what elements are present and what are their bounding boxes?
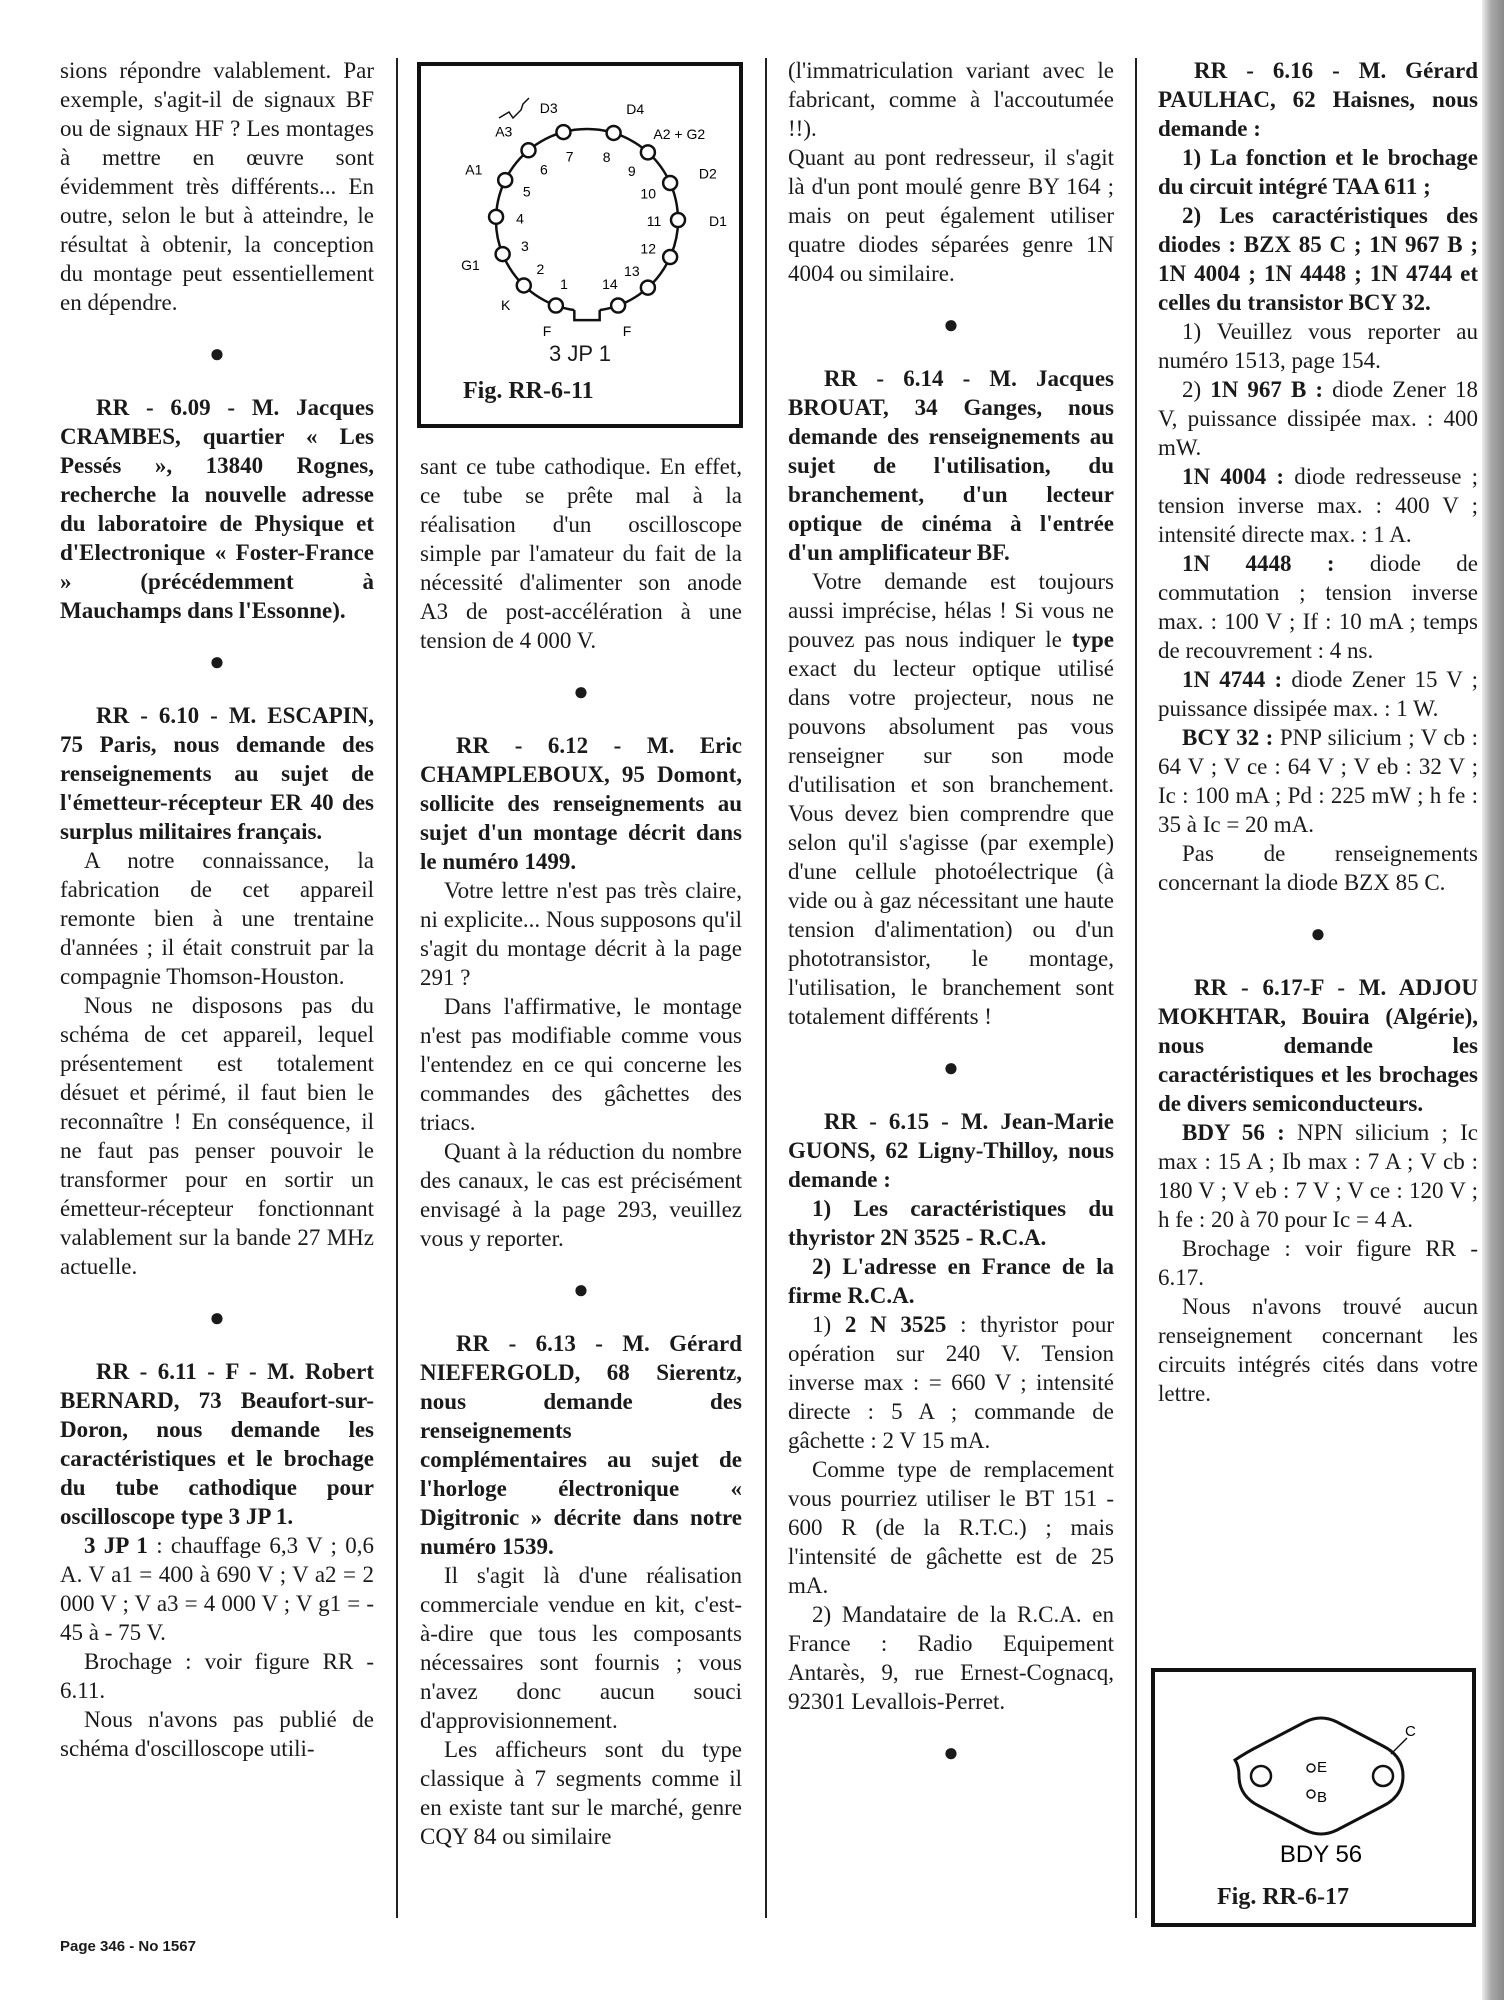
- separator-bullet: ●: [209, 1303, 225, 1332]
- paragraph: Quant à la réduction du nombre des canaux, le cas est précisément envisagé à la page 293, veuillez vous y reporter.: [420, 1139, 742, 1251]
- paragraph: [788, 567, 1114, 1031]
- pin-number: 12: [640, 240, 656, 257]
- pin-number: 4: [516, 210, 524, 227]
- paragraph: Dans l'affirmative, le montage n'est pas modifiable comme vous l'entendez en ce qui concerne les commandes des gâchettes des triacs.: [420, 994, 742, 1135]
- pin-e-label: E: [1317, 1759, 1328, 1776]
- pin-name: D2: [698, 165, 717, 182]
- separator-bullet: ●: [209, 339, 225, 368]
- query-heading: RR - 6.15 - M. Jean-Marie GUONS, 62 Ligny-Thilloy, nous demande :: [788, 1109, 1114, 1192]
- pin-b-label: B: [1317, 1789, 1328, 1806]
- bold-term: 1N 967 B :: [1210, 377, 1324, 402]
- bold-term: BDY 56 :: [1182, 1120, 1285, 1145]
- text-run: diode de commutation ; tension inverse max. : 100 V ; If : 10 mA ; temps de recouvrement : 4 ns.: [1158, 551, 1478, 663]
- bold-term: 2 N 3525: [844, 1312, 947, 1337]
- pin-name: F: [622, 322, 632, 339]
- collector-arrow: [1391, 1738, 1407, 1754]
- pin-number: 5: [522, 183, 531, 200]
- figure-title: BDY 56: [1279, 1841, 1363, 1868]
- key-notch: [574, 310, 599, 320]
- figure-title: 3 JP 1: [549, 341, 611, 366]
- query-item: 2) L'adresse en France de la firme R.C.A.: [788, 1254, 1114, 1308]
- query-item: 1) La fonction et le brochage du circuit intégré TAA 611 ;: [1158, 145, 1478, 199]
- paragraph: [1158, 462, 1478, 549]
- pin-number: 14: [602, 275, 618, 292]
- pin-name: G1: [461, 256, 480, 273]
- query-heading: RR - 6.14 - M. Jacques BROUAT, 34 Ganges, nous demande des renseignements au sujet de l'utilisation, du branchement, d'un lecteur optique de cinéma à l'entrée d'un amplificateur BF.: [788, 366, 1114, 565]
- figure-rr-6-11: [417, 62, 743, 428]
- bold-term: 3 JP 1: [84, 1533, 148, 1558]
- query-heading: RR - 6.13 - M. Gérard NIEFERGOLD, 68 Sierentz, nous demande des renseignements complémentaires au sujet de l'horloge électronique « Digitronic » décrite dans notre numéro 1539.: [420, 1331, 742, 1559]
- text-run: diode Zener 18 V, puissance dissipée max. : 400 mW.: [1158, 377, 1478, 460]
- separator-bullet: ●: [943, 1053, 959, 1082]
- pin-number: 2: [536, 261, 545, 278]
- paragraph: [788, 1310, 1114, 1455]
- pin-6: [522, 143, 536, 157]
- pin-1: [549, 299, 563, 313]
- bold-term: type: [1071, 627, 1114, 652]
- pin-8: [607, 126, 621, 140]
- paragraph: Les afficheurs sont du type classique à 7 segments comme il en existe tant sur le marché, genre CQY 84 ou similaire: [420, 1737, 742, 1849]
- column-rule: [396, 58, 398, 1918]
- bold-term: 1N 4744 :: [1182, 667, 1283, 692]
- query-item: 2) Les caractéristiques des diodes : BZX 85 C ; 1N 967 B ; 1N 4004 ; 1N 4448 ; 1N 4744 et celles du transistor BCY 32.: [1158, 203, 1478, 315]
- separator-bullet: ●: [573, 1275, 589, 1304]
- column-1: [60, 56, 374, 1763]
- text-run: NPN silicium ; Ic max : 15 A ; Ib max : 7 A ; V cb : 180 V ; V eb : 7 V ; V ce : 120 V ; h fe : 20 à 70 pour Ic = 4 A.: [1158, 1120, 1478, 1232]
- query-heading: RR - 6.16 - M. Gérard PAULHAC, 62 Haisnes, nous demande :: [1158, 58, 1478, 141]
- paragraph: sions répondre valablement. Par exemple, s'agit-il de signaux BF ou de signaux HF ? Les montages à mettre en œuvre sont évidemment très différents... En outre, selon le but à atteindre, le résultat à obtenir, la conception du montage peut essentiellement en dépendre.: [60, 58, 374, 315]
- pin-name: A1: [465, 161, 483, 178]
- pin-7: [556, 125, 570, 139]
- pin-number: 3: [520, 238, 529, 255]
- column-2: [420, 452, 742, 1851]
- separator-bullet: ●: [943, 310, 959, 339]
- paragraph: [1158, 1118, 1478, 1234]
- paragraph: 2) Mandataire de la R.C.A. en France : Radio Equipement Antarès, 9, rue Ernest-Cognacq, 92301 Levallois-Perret.: [788, 1602, 1114, 1714]
- pin-name: D4: [626, 101, 645, 118]
- separator-bullet: ●: [209, 647, 225, 676]
- pin-number: 8: [602, 148, 611, 165]
- paragraph: Brochage : voir figure RR - 6.11.: [60, 1649, 374, 1703]
- pin-number: 6: [540, 161, 548, 178]
- column-4: [1158, 56, 1478, 1408]
- pin-3: [496, 247, 510, 261]
- separator-bullet: ●: [943, 1738, 959, 1767]
- paragraph: Comme type de remplacement vous pourriez utiliser le BT 151 - 600 R (de la R.T.C.) ; mais l'intensité de gâchette est de 25 mA.: [788, 1457, 1114, 1598]
- text-run: Votre demande est toujours aussi imprécise, hélas ! Si vous ne pouvez pas nous indiquer le: [788, 569, 1114, 652]
- bold-term: 1N 4448 :: [1182, 551, 1335, 576]
- text-run: : chauffage 6,3 V ; 0,6 A. V a1 = 400 à 690 V ; V a2 = 2 000 V ; V a3 = 4 000 V ; V g1 = - 45 à - 75 V.: [60, 1533, 375, 1645]
- pin-base: [1307, 1790, 1315, 1798]
- crt-pinout-diagram: [421, 66, 739, 424]
- paragraph: Nous ne disposons pas du schéma de cet appareil, lequel présentement est totalement désuet et périmé, il faut bien le reconnaître ! En conséquence, il ne faut pas penser pouvoir le transformer pour en sortir un émetteur-récepteur fonctionnant valablement sur la bande 27 MHz actuelle.: [60, 993, 374, 1279]
- paragraph: [1158, 375, 1478, 462]
- paragraph: sant ce tube cathodique. En effet, ce tube se prête mal à la réalisation d'un oscilloscope simple par l'amateur du fait de la nécessité d'alimenter son anode A3 de post-accélération à une tension de 4 000 V.: [420, 454, 742, 653]
- pin-name: A2 + G2: [653, 126, 706, 143]
- pin-13: [641, 281, 655, 295]
- paragraph: 1) Veuillez vous reporter au numéro 1513, page 154.: [1158, 319, 1478, 373]
- pin-name: F: [542, 322, 552, 339]
- pin-number: 11: [646, 213, 662, 229]
- paragraph: Nous n'avons pas publié de schéma d'oscilloscope utili-: [60, 1707, 374, 1761]
- query-heading: RR - 6.12 - M. Eric CHAMPLEBOUX, 95 Domont, sollicite des renseignements au sujet d'un montage décrit dans le numéro 1499.: [420, 733, 742, 874]
- paragraph: [1158, 549, 1478, 665]
- paragraph: Quant au pont redresseur, il s'agit là d'un pont moulé genre BY 164 ; mais on peut également utiliser quatre diodes séparées genre 1N 4004 ou similaire.: [788, 145, 1114, 286]
- pin-14: [611, 299, 625, 313]
- bold-term: 1N 4004 :: [1182, 464, 1285, 489]
- pin-4: [489, 210, 503, 224]
- query-heading: RR - 6.11 - F - M. Robert BERNARD, 73 Beaufort-sur-Doron, nous demande les caractéristiques et le brochage du tube cathodique pour oscilloscope type 3 JP 1.: [60, 1359, 374, 1529]
- pin-2: [517, 278, 531, 292]
- pin-emitter: [1307, 1764, 1315, 1772]
- figure-caption: Fig. RR-6-11: [463, 378, 594, 404]
- paragraph: [1158, 665, 1478, 723]
- pin-c-label: C: [1405, 1723, 1416, 1740]
- text-run: : thyristor pour opération sur 240 V. Tension inverse max : = 660 V ; intensité directe : 5 A ; commande de gâchette : 2 V 15 mA.: [788, 1312, 1114, 1453]
- pin-name: D1: [709, 213, 727, 229]
- pin-5: [498, 173, 512, 187]
- paragraph: Nous n'avons trouvé aucun renseignement concernant les circuits intégrés cités dans votre lettre.: [1158, 1294, 1478, 1406]
- a3-lead-symbol: [499, 98, 529, 118]
- query-item: 1) Les caractéristiques du thyristor 2N 3525 - R.C.A.: [788, 1196, 1114, 1250]
- pin-name: A3: [495, 123, 513, 140]
- text-run: exact du lecteur optique utilisé dans votre projecteur, nous ne pouvons absolument pas vous renseigner sur son mode d'utilisation et son branchement. Vous devez bien comprendre que selon qu'il s'agisse (par exemple) d'une cellule photoélectrique (à vide ou à gaz nécessitant une haute tension d'alimentation) ou d'un phototransistor, le montage, l'utilisation, le branchement sont totalement différents !: [788, 656, 1114, 1029]
- column-rule: [765, 58, 767, 1918]
- pin-9: [641, 145, 655, 159]
- pin-number: 7: [565, 148, 574, 165]
- page-edge-shadow: [1482, 0, 1504, 2000]
- mounting-hole-left: [1251, 1766, 1271, 1786]
- text-run: 2): [1182, 377, 1211, 402]
- paragraph: Il s'agit là d'une réalisation commerciale vendue en kit, c'est-à-dire que tous les composants nécessaires sont fournis ; vous n'avez donc aucun souci d'approvisionnement.: [420, 1563, 742, 1733]
- paragraph: Brochage : voir figure RR - 6.17.: [1158, 1236, 1478, 1290]
- mounting-hole-right: [1373, 1766, 1393, 1786]
- text-run: PNP silicium ; V cb : 64 V ; V ce : 64 V ; V eb : 32 V ; Ic : 100 mA ; Pd : 225 mW ; h fe : 35 à Ic = 20 mA.: [1158, 725, 1478, 837]
- paragraph: [1158, 723, 1478, 839]
- separator-bullet: ●: [1310, 919, 1326, 948]
- pin-name: D3: [539, 99, 558, 116]
- figure-rr-6-17: [1151, 1668, 1476, 1927]
- separator-bullet: ●: [573, 677, 589, 706]
- page-footer: Page 346 - No 1567: [60, 1938, 196, 1955]
- pin-name: K: [501, 297, 511, 314]
- pin-number: 13: [624, 262, 640, 279]
- paragraph: (l'immatriculation variant avec le fabricant, comme à l'accoutumée !!).: [788, 58, 1114, 141]
- pin-12: [663, 250, 677, 264]
- text-run: 1): [812, 1312, 845, 1337]
- paragraph: Pas de renseignements concernant la diode BZX 85 C.: [1158, 841, 1478, 895]
- pin-11: [671, 213, 685, 227]
- text-run: diode redresseuse ; tension inverse max. : 400 V ; intensité directe max. : 1 A.: [1158, 464, 1478, 547]
- pin-10: [663, 176, 677, 190]
- paragraph: [60, 1531, 374, 1647]
- pin-number: 10: [640, 185, 656, 202]
- query-heading: RR - 6.09 - M. Jacques CRAMBES, quartier « Les Pessés », 13840 Rognes, recherche la nouvelle adresse du laboratoire de Physique et d'Electronique « Foster-France » (précédemment à Mauchamps dans l'Essonne).: [60, 395, 374, 623]
- column-rule: [1135, 58, 1137, 1918]
- text-run: diode Zener 15 V ; puissance dissipée max. : 1 W.: [1158, 667, 1478, 721]
- query-heading: RR - 6.17-F - M. ADJOU MOKHTAR, Bouira (Algérie), nous demande les caractéristiques et les brochages de divers semiconducteurs.: [1158, 975, 1478, 1116]
- query-heading: RR - 6.10 - M. ESCAPIN, 75 Paris, nous demande des renseignements au sujet de l'émetteur-récepteur ER 40 des surplus militaires français.: [60, 703, 374, 844]
- pin-number: 9: [627, 163, 636, 180]
- figure-caption: Fig. RR-6-17: [1217, 1884, 1349, 1910]
- paragraph: A notre connaissance, la fabrication de cet appareil remonte bien à une trentaine d'années ; il était construit par la compagnie Thomson-Houston.: [60, 848, 374, 989]
- bold-term: BCY 32 :: [1182, 725, 1274, 750]
- paragraph: Votre lettre n'est pas très claire, ni explicite... Nous supposons qu'il s'agit du montage décrit à la page 291 ?: [420, 878, 742, 990]
- column-3: [788, 56, 1114, 1792]
- pin-number: 1: [560, 275, 568, 292]
- to3-case-outline: [1235, 1718, 1403, 1834]
